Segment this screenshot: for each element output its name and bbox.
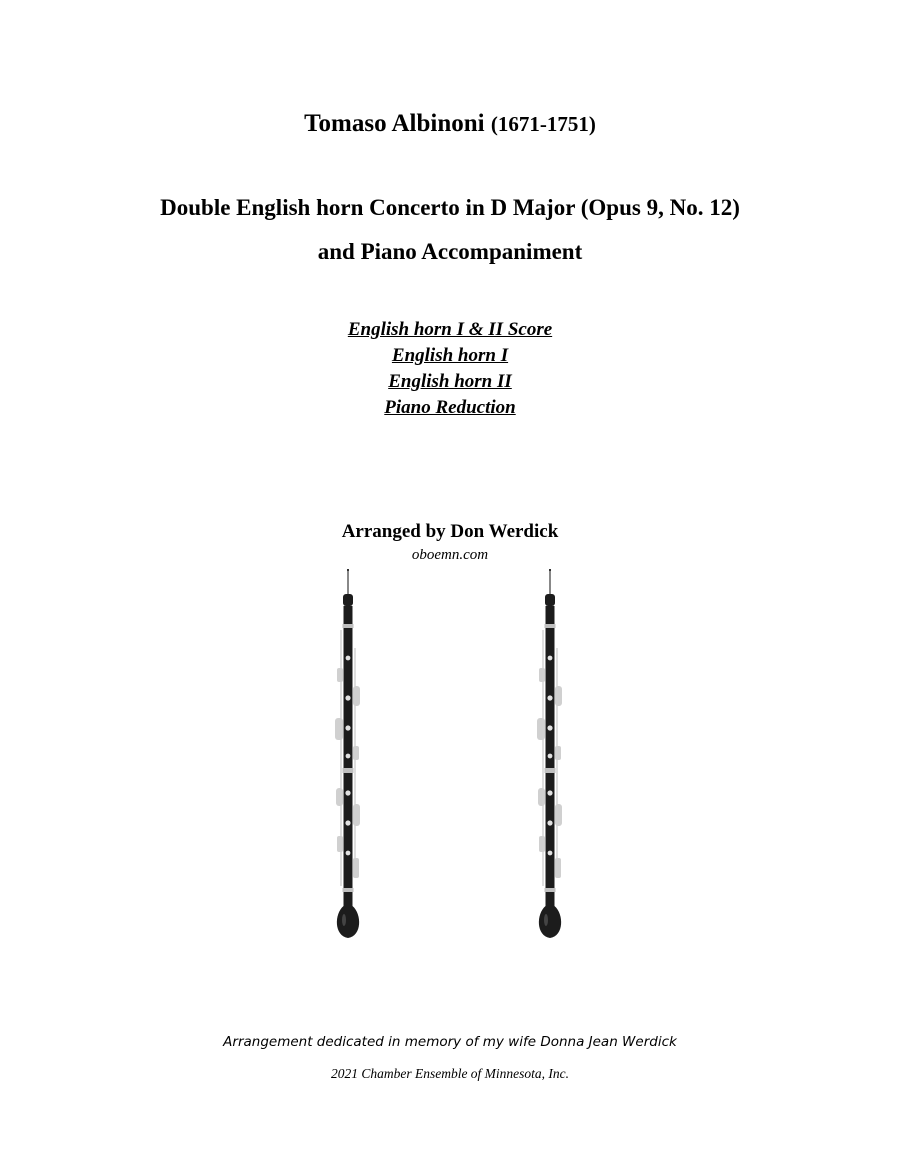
composer-dates: (1671-1751) xyxy=(490,112,596,136)
parts-list-item-horn-1: English horn I xyxy=(391,345,509,366)
website-credit: oboemn.com xyxy=(411,547,489,563)
arranger-credit: Arranged by Don Werdick xyxy=(341,521,559,542)
english-horn-icon xyxy=(533,568,567,940)
english-horn-drawing xyxy=(537,570,562,938)
work-title-line2: and Piano Accompaniment xyxy=(317,239,583,264)
english-horn-drawing xyxy=(335,570,360,938)
work-title-line1: Double English horn Concerto in D Major (Opus 9, No. 12) xyxy=(160,195,740,220)
parts-list-item-horn-2: English horn II xyxy=(388,371,512,392)
composer-heading xyxy=(0,110,900,138)
dedication-note: Arrangement dedicated in memory of my wife Donna Jean Werdick xyxy=(223,1034,677,1050)
composer-name: Tomaso Albinoni xyxy=(304,110,485,137)
parts-list-item-piano: Piano Reduction xyxy=(384,397,516,418)
parts-list-item-score: English horn I & II Score xyxy=(347,319,553,340)
copyright-note: 2021 Chamber Ensemble of Minnesota, Inc. xyxy=(330,1066,570,1081)
parts-list xyxy=(0,317,900,421)
english-horn-icon xyxy=(331,568,365,940)
